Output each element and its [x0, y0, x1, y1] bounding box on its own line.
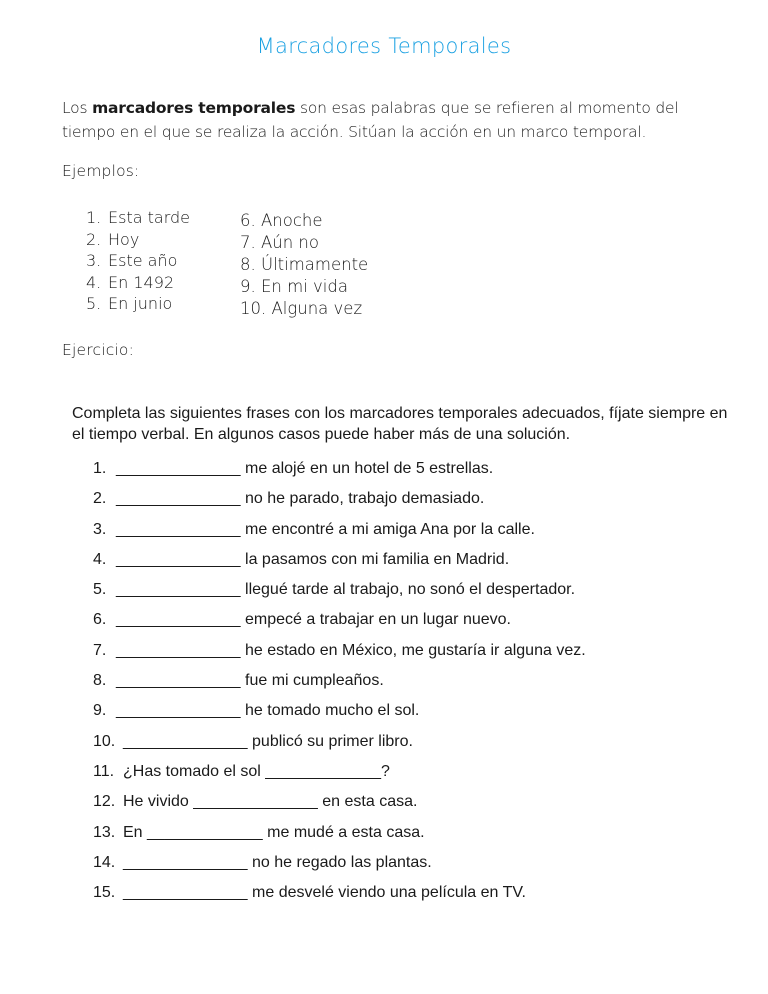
item-number: 15. — [93, 884, 116, 902]
exercise-item — [93, 611, 586, 641]
item-text: ______________ me encontré a mi amiga Ana por la calle. — [116, 520, 535, 538]
item-number: 5. — [86, 294, 102, 313]
list-item — [86, 207, 190, 229]
item-number: 11. — [93, 762, 115, 780]
examples-list-right — [240, 210, 368, 320]
item-number: 2. — [93, 490, 107, 508]
item-number: 12. — [93, 793, 116, 811]
exercise-item — [93, 763, 586, 793]
item-text: Esta tarde — [108, 208, 190, 227]
item-text: ______________ llegué tarde al trabajo, no sonó el despertador. — [116, 581, 576, 599]
item-number: 4. — [93, 550, 107, 568]
item-text: En _____________ me mudé a esta casa. — [123, 823, 425, 841]
item-text: ______________ publicó su primer libro. — [123, 732, 413, 750]
intro-text-end: son esas palabras que se refieren al momento del tiempo en el que se realiza la acción. Sitúan la acción en un marco temporal. — [62, 99, 679, 141]
item-text: ______________ no he regado las plantas. — [123, 853, 432, 871]
item-number: 4. — [86, 272, 102, 292]
exercise-item — [93, 793, 586, 823]
list-item — [86, 250, 190, 272]
item-number: 5. — [93, 581, 107, 599]
exercise-instructions: Completa las siguientes frases con los marcadores temporales adecuados, fíjate siempre en el tiempo verbal. En algunos casos puede haber más de una solución. — [72, 405, 728, 443]
item-text: ______________ fue mi cumpleaños. — [116, 672, 384, 690]
exercise-list — [93, 460, 586, 914]
exercise-label: Ejercicio: — [62, 341, 135, 359]
item-text: Este año — [108, 251, 178, 270]
item-number: 1. — [93, 460, 107, 477]
list-item: 9. En mi vida — [240, 277, 348, 296]
item-text: ______________ empecé a trabajar en un lugar nuevo. — [116, 611, 511, 629]
item-text: ______________ la pasamos con mi familia en Madrid. — [116, 550, 510, 568]
item-text: ______________ me alojé en un hotel de 5 estrellas. — [116, 460, 494, 477]
item-text: He vivido ______________ en esta casa. — [123, 793, 418, 811]
list-item — [86, 293, 190, 315]
exercise-item — [93, 460, 586, 490]
exercise-item — [93, 672, 586, 702]
item-number: 1. — [86, 208, 102, 227]
item-number: 2. — [86, 229, 102, 249]
intro-text-start: Los — [62, 99, 93, 117]
item-text: ______________ he estado en México, me gustaría ir alguna vez. — [116, 641, 586, 659]
list-item — [86, 272, 190, 294]
examples-label: Ejemplos: — [62, 162, 140, 180]
list-item: 10. Alguna vez — [240, 299, 363, 318]
examples-list-left — [86, 207, 190, 315]
item-number: 6. — [93, 611, 107, 629]
item-number: 3. — [93, 520, 107, 538]
item-number: 8. — [93, 672, 107, 690]
exercise-item — [93, 884, 586, 914]
item-text: En 1492 — [108, 272, 175, 292]
exercise-item — [93, 702, 586, 732]
item-number: 7. — [93, 641, 107, 659]
exercise-item — [93, 854, 586, 884]
list-item: 8. Últimamente — [240, 255, 369, 274]
exercise-item — [93, 490, 586, 520]
item-number: 13. — [93, 823, 116, 841]
list-item: 7. Aún no — [240, 233, 319, 252]
exercise-item — [93, 551, 586, 581]
item-text: En junio — [108, 294, 173, 313]
exercise-item — [93, 824, 586, 854]
list-item — [86, 229, 190, 251]
item-number: 3. — [86, 251, 102, 270]
item-text: ______________ no he parado, trabajo demasiado. — [116, 490, 485, 508]
intro-bold-term: marcadores temporales — [92, 99, 296, 117]
item-number: 9. — [93, 702, 107, 720]
item-text: ______________ me desvelé viendo una película en TV. — [123, 884, 526, 902]
item-text: Hoy — [108, 229, 140, 249]
exercise-item — [93, 733, 586, 763]
item-number: 14. — [93, 853, 116, 871]
exercise-item — [93, 581, 586, 611]
intro-paragraph — [62, 96, 732, 144]
item-text: ¿Has tomado el sol _____________? — [123, 762, 390, 780]
page-title: Marcadores Temporales — [256, 34, 512, 58]
item-text: ______________ he tomado mucho el sol. — [116, 702, 420, 720]
item-number: 10. — [93, 732, 116, 750]
exercise-item — [93, 642, 586, 672]
list-item: 6. Anoche — [240, 211, 323, 230]
exercise-item — [93, 521, 586, 551]
